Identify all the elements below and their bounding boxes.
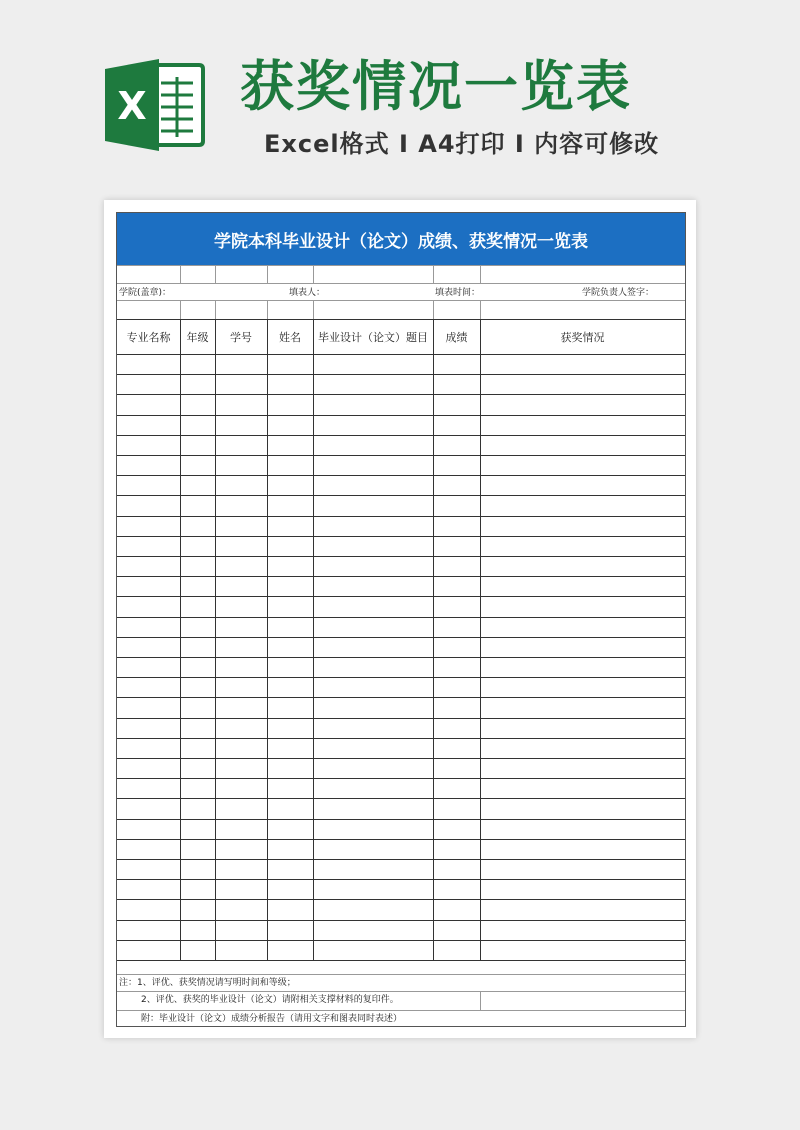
table-cell[interactable] — [480, 394, 685, 414]
table-cell[interactable] — [433, 415, 480, 435]
table-cell[interactable] — [117, 718, 180, 738]
table-cell[interactable] — [433, 455, 480, 475]
table-cell[interactable] — [180, 798, 215, 818]
document-sheet — [104, 200, 696, 1038]
table-cell[interactable] — [215, 718, 267, 738]
table-cell[interactable] — [313, 556, 433, 576]
table-cell[interactable] — [313, 596, 433, 616]
table-cell[interactable] — [117, 920, 180, 940]
table-cell[interactable] — [480, 798, 685, 818]
table-cell[interactable] — [433, 475, 480, 495]
table-cell[interactable] — [180, 920, 215, 940]
table-cell[interactable] — [180, 475, 215, 495]
table-cell[interactable] — [433, 899, 480, 919]
table-cell[interactable] — [267, 516, 313, 536]
table-cell[interactable] — [180, 394, 215, 414]
table-cell[interactable] — [267, 920, 313, 940]
table-cell[interactable] — [215, 637, 267, 657]
col-header-name: 姓名 — [279, 330, 301, 344]
table-cell[interactable] — [480, 374, 685, 394]
table-cell[interactable] — [215, 536, 267, 556]
table-cell[interactable] — [180, 536, 215, 556]
col-header-major: 专业名称 — [126, 330, 171, 344]
table-cell[interactable] — [180, 435, 215, 455]
table-cell[interactable] — [313, 617, 433, 637]
table-cell[interactable] — [433, 596, 480, 616]
table-cell[interactable] — [215, 677, 267, 697]
table-cell[interactable] — [180, 415, 215, 435]
note-line-3: 附：毕业设计（论文）成绩分析报告（请用文字和图表同时表述） — [141, 1014, 403, 1024]
table-cell[interactable] — [433, 758, 480, 778]
table-cell[interactable] — [117, 576, 180, 596]
table-cell[interactable] — [117, 415, 180, 435]
table-cell[interactable] — [433, 859, 480, 879]
table-cell[interactable] — [180, 697, 215, 717]
table-cell[interactable] — [117, 697, 180, 717]
table-cell[interactable] — [267, 879, 313, 899]
col-header-grade: 年级 — [186, 330, 209, 344]
grid-top-line — [117, 319, 685, 320]
table-cell[interactable] — [313, 475, 433, 495]
table-cell[interactable] — [433, 738, 480, 758]
table-cell[interactable] — [180, 879, 215, 899]
table-cell[interactable] — [267, 536, 313, 556]
table-cell[interactable] — [267, 677, 313, 697]
table-cell[interactable] — [117, 536, 180, 556]
table-cell[interactable] — [215, 556, 267, 576]
table-cell[interactable] — [480, 839, 685, 859]
table-cell[interactable] — [433, 940, 480, 960]
table-cell[interactable] — [180, 374, 215, 394]
table-cell[interactable] — [180, 495, 215, 515]
table-cell[interactable] — [267, 435, 313, 455]
table-cell[interactable] — [267, 940, 313, 960]
page-title: 获奖情况一览表 — [240, 55, 632, 118]
table-cell[interactable] — [180, 596, 215, 616]
table-cell[interactable] — [433, 798, 480, 818]
table-cell[interactable] — [117, 819, 180, 839]
col-header-student-id: 学号 — [230, 330, 252, 344]
table-cell[interactable] — [215, 596, 267, 616]
table-cell[interactable] — [215, 697, 267, 717]
table-cell[interactable] — [180, 738, 215, 758]
table-cell[interactable] — [267, 758, 313, 778]
table-cell[interactable] — [215, 617, 267, 637]
table-cell[interactable] — [180, 718, 215, 738]
table-cell[interactable] — [180, 576, 215, 596]
table-cell[interactable] — [117, 899, 180, 919]
col-header-thesis-title: 毕业设计（论文）题目 — [318, 330, 428, 344]
table-cell[interactable] — [480, 495, 685, 515]
col-header-score: 成绩 — [445, 330, 468, 344]
table-cell[interactable] — [313, 576, 433, 596]
table-cell[interactable] — [180, 516, 215, 536]
table-cell[interactable] — [267, 798, 313, 818]
table-cell[interactable] — [180, 859, 215, 879]
table-cell[interactable] — [433, 718, 480, 738]
table-cell[interactable] — [117, 435, 180, 455]
signer-label: 学院负责人签字： — [582, 288, 655, 298]
table-cell[interactable] — [117, 617, 180, 637]
table-cell[interactable] — [433, 778, 480, 798]
table-cell[interactable] — [480, 657, 685, 677]
table-cell[interactable] — [480, 899, 685, 919]
table-cell[interactable] — [433, 576, 480, 596]
table-cell[interactable] — [180, 940, 215, 960]
table-cell[interactable] — [480, 596, 685, 616]
table-cell[interactable] — [267, 839, 313, 859]
table-cell[interactable] — [480, 718, 685, 738]
table-cell[interactable] — [313, 899, 433, 919]
college-stamp-label: 学院(盖章)： — [119, 288, 172, 298]
table-cell[interactable] — [267, 617, 313, 637]
table-row-line — [117, 960, 685, 961]
table-cell[interactable] — [313, 415, 433, 435]
table-cell[interactable] — [267, 637, 313, 657]
table-cell[interactable] — [180, 899, 215, 919]
table-cell[interactable] — [180, 637, 215, 657]
table-cell[interactable] — [117, 758, 180, 778]
table-cell[interactable] — [117, 354, 180, 374]
table-cell[interactable] — [215, 516, 267, 536]
table-cell[interactable] — [480, 435, 685, 455]
table-cell[interactable] — [267, 455, 313, 475]
table-cell[interactable] — [215, 819, 267, 839]
table-cell[interactable] — [433, 637, 480, 657]
table-cell[interactable] — [313, 839, 433, 859]
table-cell[interactable] — [117, 455, 180, 475]
table-cell[interactable] — [433, 516, 480, 536]
table-cell[interactable] — [267, 738, 313, 758]
table-cell[interactable] — [117, 495, 180, 515]
table-cell[interactable] — [117, 556, 180, 576]
table-cell[interactable] — [480, 778, 685, 798]
table-cell[interactable] — [215, 475, 267, 495]
table-cell[interactable] — [433, 354, 480, 374]
table-cell[interactable] — [267, 354, 313, 374]
table-cell[interactable] — [267, 495, 313, 515]
table-cell[interactable] — [117, 394, 180, 414]
table-cell[interactable] — [215, 758, 267, 778]
table-cell[interactable] — [480, 920, 685, 940]
table-cell[interactable] — [313, 940, 433, 960]
table-cell[interactable] — [480, 677, 685, 697]
table-cell[interactable] — [117, 374, 180, 394]
table-cell[interactable] — [215, 940, 267, 960]
table-cell[interactable] — [267, 819, 313, 839]
table-cell[interactable] — [117, 516, 180, 536]
table-cell[interactable] — [117, 677, 180, 697]
note-line-2: 2、评优、获奖的毕业设计（论文）请附相关支撑材料的复印件。 — [141, 995, 399, 1005]
table-cell[interactable] — [180, 758, 215, 778]
logo-letter: X — [117, 84, 147, 128]
table-cell[interactable] — [215, 455, 267, 475]
table-cell[interactable] — [267, 475, 313, 495]
table-cell[interactable] — [117, 839, 180, 859]
table-cell[interactable] — [215, 374, 267, 394]
table-cell[interactable] — [215, 495, 267, 515]
info-row — [117, 283, 685, 300]
table-cell[interactable] — [480, 940, 685, 960]
table-cell[interactable] — [267, 697, 313, 717]
table-cell[interactable] — [480, 516, 685, 536]
table-cell[interactable] — [433, 617, 480, 637]
table-cell[interactable] — [215, 394, 267, 414]
table-cell[interactable] — [480, 879, 685, 899]
table-cell[interactable] — [480, 556, 685, 576]
table-cell[interactable] — [180, 556, 215, 576]
table-cell[interactable] — [215, 859, 267, 879]
excel-logo-icon — [103, 57, 205, 153]
table-cell[interactable] — [480, 475, 685, 495]
table-cell[interactable] — [117, 798, 180, 818]
table-cell[interactable] — [215, 738, 267, 758]
table-cell[interactable] — [480, 576, 685, 596]
table-cell[interactable] — [267, 718, 313, 738]
table-cell[interactable] — [313, 657, 433, 677]
table-cell[interactable] — [480, 617, 685, 637]
page-subtitle: Excel格式 I A4打印 I 内容可修改 — [264, 130, 660, 158]
table-cell[interactable] — [313, 859, 433, 879]
table-cell[interactable] — [267, 556, 313, 576]
table-cell[interactable] — [267, 576, 313, 596]
table-cell[interactable] — [480, 738, 685, 758]
table-cell[interactable] — [313, 374, 433, 394]
table-cell[interactable] — [433, 839, 480, 859]
table-cell[interactable] — [433, 536, 480, 556]
table-cell[interactable] — [215, 899, 267, 919]
table-cell[interactable] — [480, 455, 685, 475]
col-header-awards: 获奖情况 — [560, 330, 605, 344]
table-cell[interactable] — [433, 819, 480, 839]
table-cell[interactable] — [117, 879, 180, 899]
table-cell[interactable] — [180, 354, 215, 374]
table-cell[interactable] — [215, 839, 267, 859]
table-cell[interactable] — [117, 637, 180, 657]
table-cell[interactable] — [313, 536, 433, 556]
table-cell[interactable] — [117, 859, 180, 879]
table-cell[interactable] — [215, 657, 267, 677]
filler-label: 填表人： — [289, 288, 326, 298]
table-cell[interactable] — [480, 415, 685, 435]
table-cell[interactable] — [215, 879, 267, 899]
table-cell[interactable] — [180, 819, 215, 839]
table-cell[interactable] — [313, 798, 433, 818]
table-cell[interactable] — [433, 677, 480, 697]
table-cell[interactable] — [215, 415, 267, 435]
table-cell[interactable] — [480, 354, 685, 374]
table-cell[interactable] — [215, 435, 267, 455]
table-cell[interactable] — [313, 697, 433, 717]
table-cell[interactable] — [117, 596, 180, 616]
table-cell[interactable] — [215, 354, 267, 374]
table-cell[interactable] — [117, 475, 180, 495]
table-cell[interactable] — [215, 576, 267, 596]
table-cell[interactable] — [267, 394, 313, 414]
table-cell[interactable] — [313, 354, 433, 374]
note-divider — [480, 991, 481, 1010]
table-cell[interactable] — [117, 940, 180, 960]
table-cell[interactable] — [433, 879, 480, 899]
table-cell[interactable] — [313, 394, 433, 414]
table-cell[interactable] — [313, 637, 433, 657]
table-cell[interactable] — [180, 617, 215, 637]
table-cell[interactable] — [313, 819, 433, 839]
table-cell[interactable] — [215, 798, 267, 818]
table-cell[interactable] — [215, 778, 267, 798]
table-cell[interactable] — [180, 839, 215, 859]
table-cell[interactable] — [433, 435, 480, 455]
table-cell[interactable] — [480, 819, 685, 839]
table-cell[interactable] — [313, 677, 433, 697]
table-cell[interactable] — [313, 516, 433, 536]
table-cell[interactable] — [267, 657, 313, 677]
note-line-1: 注：1、评优、获奖情况请写明时间和等级； — [119, 978, 296, 988]
table-cell[interactable] — [267, 415, 313, 435]
table-cell[interactable] — [313, 778, 433, 798]
table-cell[interactable] — [313, 455, 433, 475]
table-cell[interactable] — [433, 495, 480, 515]
table-cell[interactable] — [267, 374, 313, 394]
table-frame — [116, 212, 686, 1027]
table-cell[interactable] — [480, 697, 685, 717]
table-cell[interactable] — [267, 899, 313, 919]
table-cell[interactable] — [313, 758, 433, 778]
table-cell[interactable] — [433, 394, 480, 414]
table-cell[interactable] — [180, 677, 215, 697]
table-cell[interactable] — [215, 920, 267, 940]
table-cell[interactable] — [117, 778, 180, 798]
fill-date-label: 填表时间： — [435, 288, 481, 298]
table-cell[interactable] — [480, 637, 685, 657]
table-cell[interactable] — [180, 657, 215, 677]
table-cell[interactable] — [267, 778, 313, 798]
table-cell[interactable] — [267, 859, 313, 879]
table-cell[interactable] — [433, 920, 480, 940]
table-cell[interactable] — [117, 657, 180, 677]
table-cell[interactable] — [480, 536, 685, 556]
table-cell[interactable] — [180, 778, 215, 798]
table-cell[interactable] — [313, 738, 433, 758]
table-cell[interactable] — [480, 758, 685, 778]
table-cell[interactable] — [433, 657, 480, 677]
table-cell[interactable] — [180, 455, 215, 475]
document-title: 学院本科毕业设计（论文）成绩、获奖情况一览表 — [117, 213, 685, 265]
table-cell[interactable] — [433, 556, 480, 576]
table-cell[interactable] — [313, 495, 433, 515]
table-cell[interactable] — [267, 596, 313, 616]
table-cell[interactable] — [433, 697, 480, 717]
table-cell[interactable] — [480, 859, 685, 879]
table-cell[interactable] — [313, 879, 433, 899]
table-cell[interactable] — [313, 920, 433, 940]
table-cell[interactable] — [117, 738, 180, 758]
table-cell[interactable] — [433, 374, 480, 394]
table-cell[interactable] — [313, 435, 433, 455]
table-cell[interactable] — [313, 718, 433, 738]
